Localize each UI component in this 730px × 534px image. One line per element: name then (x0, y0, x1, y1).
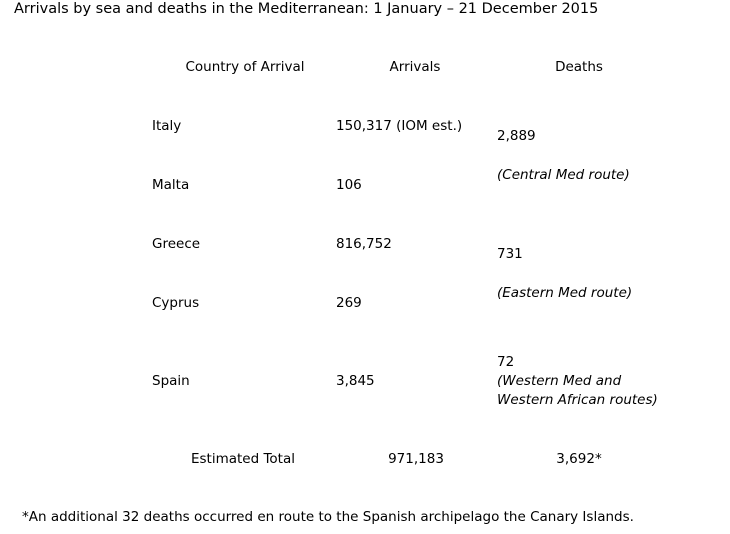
deaths-route-western-line2: Western African routes) (497, 392, 658, 408)
header-arrivals: Arrivals (389, 59, 441, 75)
row-arrivals-cyprus: 269 (336, 295, 362, 311)
row-arrivals-greece: 816,752 (336, 236, 392, 252)
footnote: *An additional 32 deaths occurred en route to the Spanish archipelago the Canary Islands. (22, 509, 634, 525)
header-country: Country of Arrival (185, 59, 305, 75)
deaths-route-western-line1: (Western Med and (497, 373, 622, 389)
row-arrivals-spain: 3,845 (336, 373, 375, 389)
deaths-route-central: (Central Med route) (497, 167, 630, 183)
row-country-spain: Spain (152, 373, 190, 389)
row-country-italy: Italy (152, 118, 182, 134)
row-country-cyprus: Cyprus (152, 295, 200, 311)
deaths-value-eastern: 731 (497, 246, 523, 262)
row-arrivals-malta: 106 (336, 177, 362, 193)
page-title: Arrivals by sea and deaths in the Mediterranean: 1 January – 21 December 2015 (14, 1, 599, 17)
row-country-greece: Greece (152, 236, 201, 252)
total-label: Estimated Total (190, 451, 296, 467)
deaths-route-eastern: (Eastern Med route) (497, 285, 633, 301)
total-deaths: 3,692* (556, 451, 602, 467)
row-country-malta: Malta (152, 177, 190, 193)
header-deaths: Deaths (555, 59, 603, 75)
deaths-value-central: 2,889 (497, 128, 536, 144)
row-arrivals-italy: 150,317 (IOM est.) (336, 118, 463, 134)
deaths-value-western: 72 (497, 354, 515, 370)
total-arrivals: 971,183 (388, 451, 444, 467)
